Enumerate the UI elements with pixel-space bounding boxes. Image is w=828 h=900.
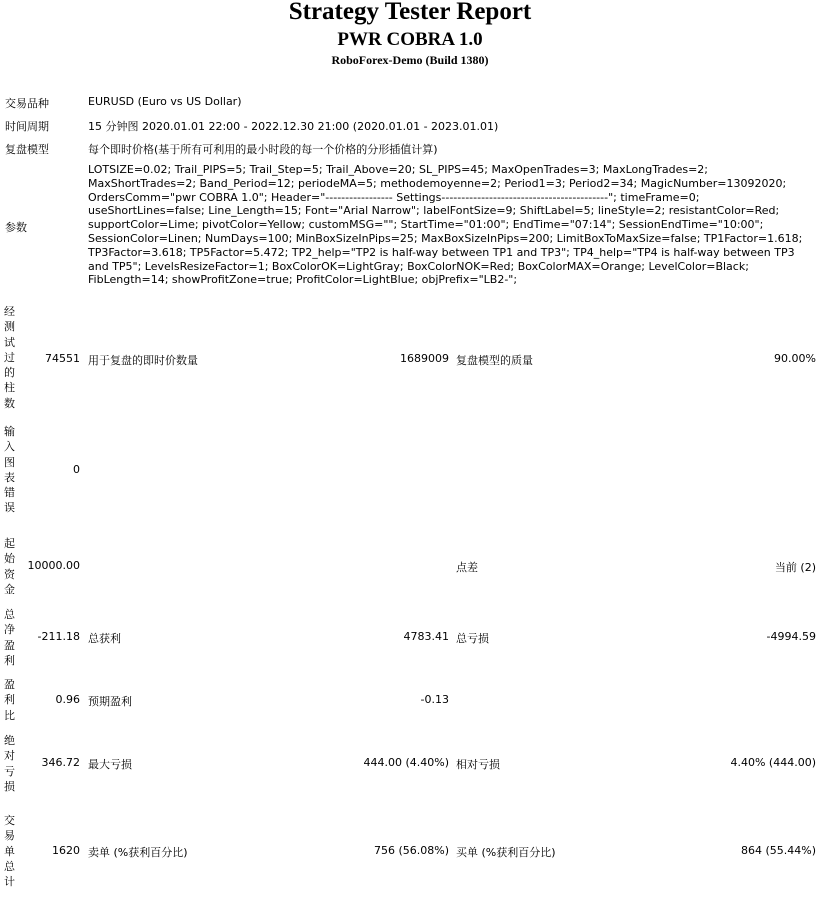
gross-profit-value: 4783.41: [403, 630, 449, 643]
long-positions-value: 864 (55.44%): [740, 844, 816, 857]
net-profit-label: 总净盈利: [4, 608, 15, 667]
short-positions-value: 756 (56.08%): [373, 844, 449, 857]
symbol-label: 交易品种: [5, 97, 49, 110]
gross-loss-value: -4994.59: [766, 630, 816, 643]
gross-loss-label: 总亏损: [456, 632, 489, 645]
params-label: 参数: [5, 221, 27, 234]
max-drawdown-label: 最大亏损: [88, 758, 132, 771]
profit-factor-value: 0.96: [55, 693, 80, 706]
report-title: Strategy Tester Report: [288, 0, 532, 25]
total-trades-label: 交易单总计: [4, 814, 15, 889]
short-positions-label: 卖单 (%获利百分比): [88, 846, 188, 859]
period-label: 时间周期: [5, 120, 49, 133]
ticks-value: 1689009: [400, 352, 449, 365]
model-label: 复盘模型: [5, 143, 49, 156]
max-drawdown-value: 444.00 (4.40%): [363, 756, 449, 769]
spread-label: 点差: [456, 561, 478, 574]
symbol-value: EURUSD (Euro vs US Dollar): [88, 95, 242, 108]
long-positions-label: 买单 (%获利百分比): [456, 846, 556, 859]
bars-label: 经测试过的柱数: [4, 305, 15, 410]
deposit-value: 10000.00: [27, 559, 80, 572]
rel-drawdown-label: 相对亏损: [456, 758, 500, 771]
quality-value: 90.00%: [774, 352, 816, 365]
expected-payoff-label: 预期盈利: [88, 695, 132, 708]
quality-label: 复盘模型的质量: [456, 354, 533, 367]
server-build: RoboForex-Demo (Build 1380): [331, 53, 489, 67]
expected-payoff-value: -0.13: [420, 693, 449, 706]
gross-profit-label: 总获利: [88, 632, 121, 645]
errors-value: 0: [73, 463, 80, 476]
errors-label: 输入图表错误: [4, 425, 15, 515]
spread-value: 当前 (2): [774, 561, 816, 574]
params-value: LOTSIZE=0.02; Trail_PIPS=5; Trail_Step=5; Trail_Above=20; SL_PIPS=45; MaxOpenTrades=3; MaxLongTrades=2; MaxShortTrades=2; Band_Period=12; periodeMA=5; methodemoyenne=2; Period1=3; Period2=34; MagicNumber=13092020; OrdersComm="pwr COBRA 1.0"; Header="----------------- Settings------------------------------------------"; timeFrame=0; useShortLines=false; Line_Length=15; Font="Arial Narrow"; labelFontSize=9; ShiftLabel=5; lineStyle=2; resistantColor=Red; supportColor=Lime; pivotColor=Yellow; customMSG=""; StartTime="01:00"; EndTime="07:14"; SessionEndTime="10:00"; SessionColor=Linen; NumDays=100; MinBoxSizeInPips=25; MaxBoxSizeInPips=200; LimitBoxToMaxSize=false; TP1Factor=1.618; TP3Factor=3.618; TP5Factor=5.472; TP2_help="TP2 is half-way between TP1 and TP3"; TP4_help="TP4 is half-way between TP3 and TP5"; LevelsResizeFactor=1; BoxColorOK=LightGray; BoxColorNOK=Red; BoxColorMAX=Orange; LevelColor=Black; FibLength=14; showProfitZone=true; ProfitColor=LightBlue; objPrefix="LB2-";: [88, 163, 803, 287]
ticks-label: 用于复盘的即时价数量: [88, 354, 198, 367]
rel-drawdown-value: 4.40% (444.00): [730, 756, 816, 769]
net-profit-value: -211.18: [37, 630, 80, 643]
abs-drawdown-label: 绝对亏损: [4, 734, 15, 793]
model-value: 每个即时价格(基于所有可利用的最小时段的每一个价格的分形插值计算): [88, 143, 438, 156]
ea-name: PWR COBRA 1.0: [337, 29, 483, 50]
abs-drawdown-value: 346.72: [41, 756, 80, 769]
deposit-label: 起始资金: [4, 537, 15, 596]
profit-factor-label: 盈利比: [4, 678, 15, 722]
bars-value: 74551: [45, 352, 80, 365]
period-value: 15 分钟图 2020.01.01 22:00 - 2022.12.30 21:00 (2020.01.01 - 2023.01.01): [88, 120, 499, 133]
total-trades-value: 1620: [52, 844, 80, 857]
